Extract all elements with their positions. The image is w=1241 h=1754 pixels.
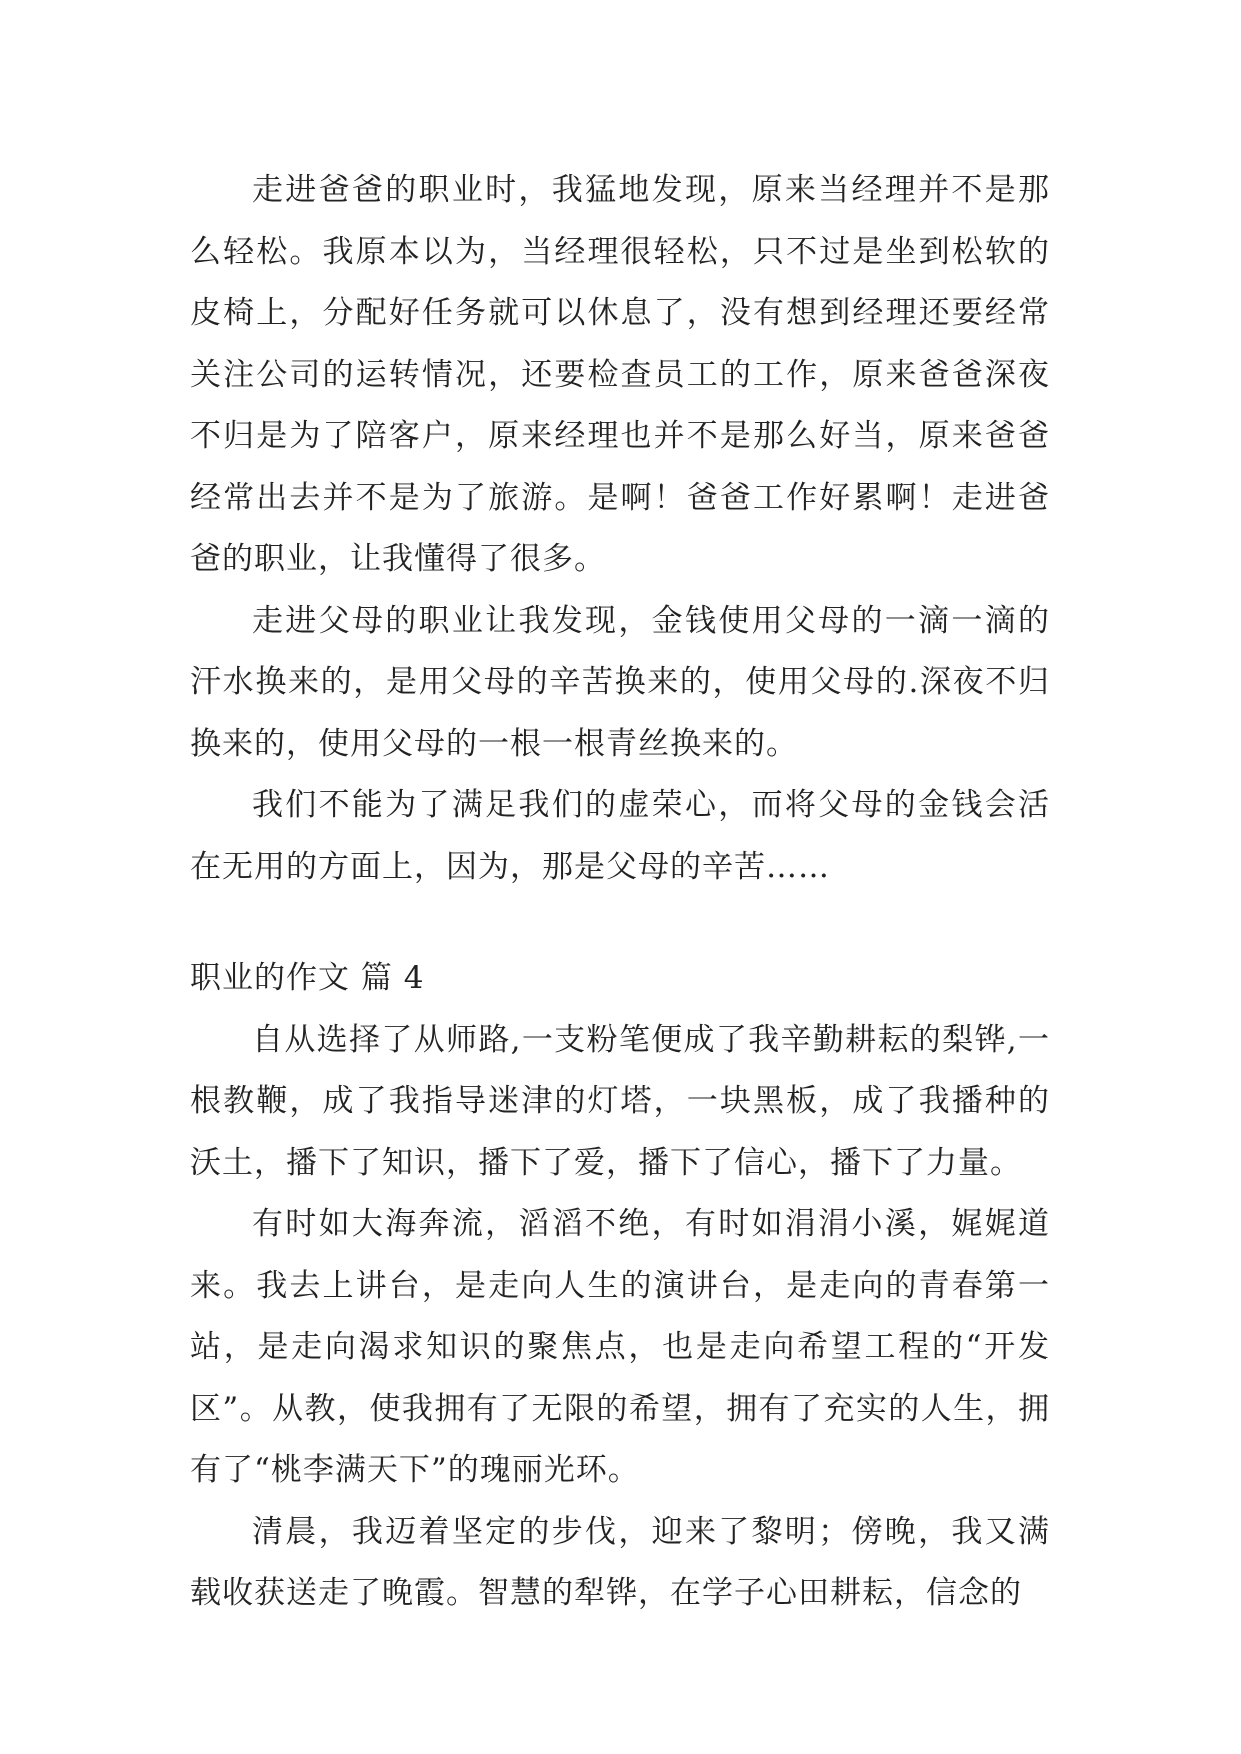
paragraph: 有时如大海奔流，滔滔不绝，有时如涓涓小溪，娓娓道来。我去上讲台，是走向人生的演讲台，是走向的青春第一站，是走向渴求知识的聚焦点，也是走向希望工程的“开发区”。从教，使我拥有了无限的希望，拥有了充实的人生，拥有了“桃李满天下”的瑰丽光环。 <box>190 1206 1050 1488</box>
paragraph: 自从选择了从师路,一支粉笔便成了我辛勤耕耘的梨铧,一根教鞭，成了我指导迷津的灯塔，一块黑板，成了我播种的沃土，播下了知识，播下了爱，播下了信心，播下了力量。 <box>190 1021 1050 1181</box>
paragraph: 清晨，我迈着坚定的步伐，迎来了黎明；傍晚，我又满载收获送走了晚霞。智慧的犁铧，在学子心田耕耘，信念的 <box>190 1513 1050 1611</box>
paragraph: 走进父母的职业让我发现，金钱使用父母的一滴一滴的汗水换来的，是用父母的辛苦换来的，使用父母的.深夜不归换来的，使用父母的一根一根青丝换来的。 <box>190 602 1050 762</box>
section-heading: 职业的作文 篇 4 <box>190 960 425 996</box>
paragraph: 走进爸爸的职业时，我猛地发现，原来当经理并不是那么轻松。我原本以为，当经理很轻松，只不过是坐到松软的皮椅上，分配好任务就可以休息了，没有想到经理还要经常关注公司的运转情况，还要检查员工的工作，原来爸爸深夜不归是为了陪客户，原来经理也并不是那么好当，原来爸爸经常出去并不是为了旅游。是啊！爸爸工作好累啊！走进爸爸的职业，让我懂得了很多。 <box>190 172 1050 577</box>
paragraph: 我们不能为了满足我们的虚荣心，而将父母的金钱会活在无用的方面上，因为，那是父母的辛苦…… <box>190 787 1050 885</box>
document-page <box>190 160 1050 1625</box>
